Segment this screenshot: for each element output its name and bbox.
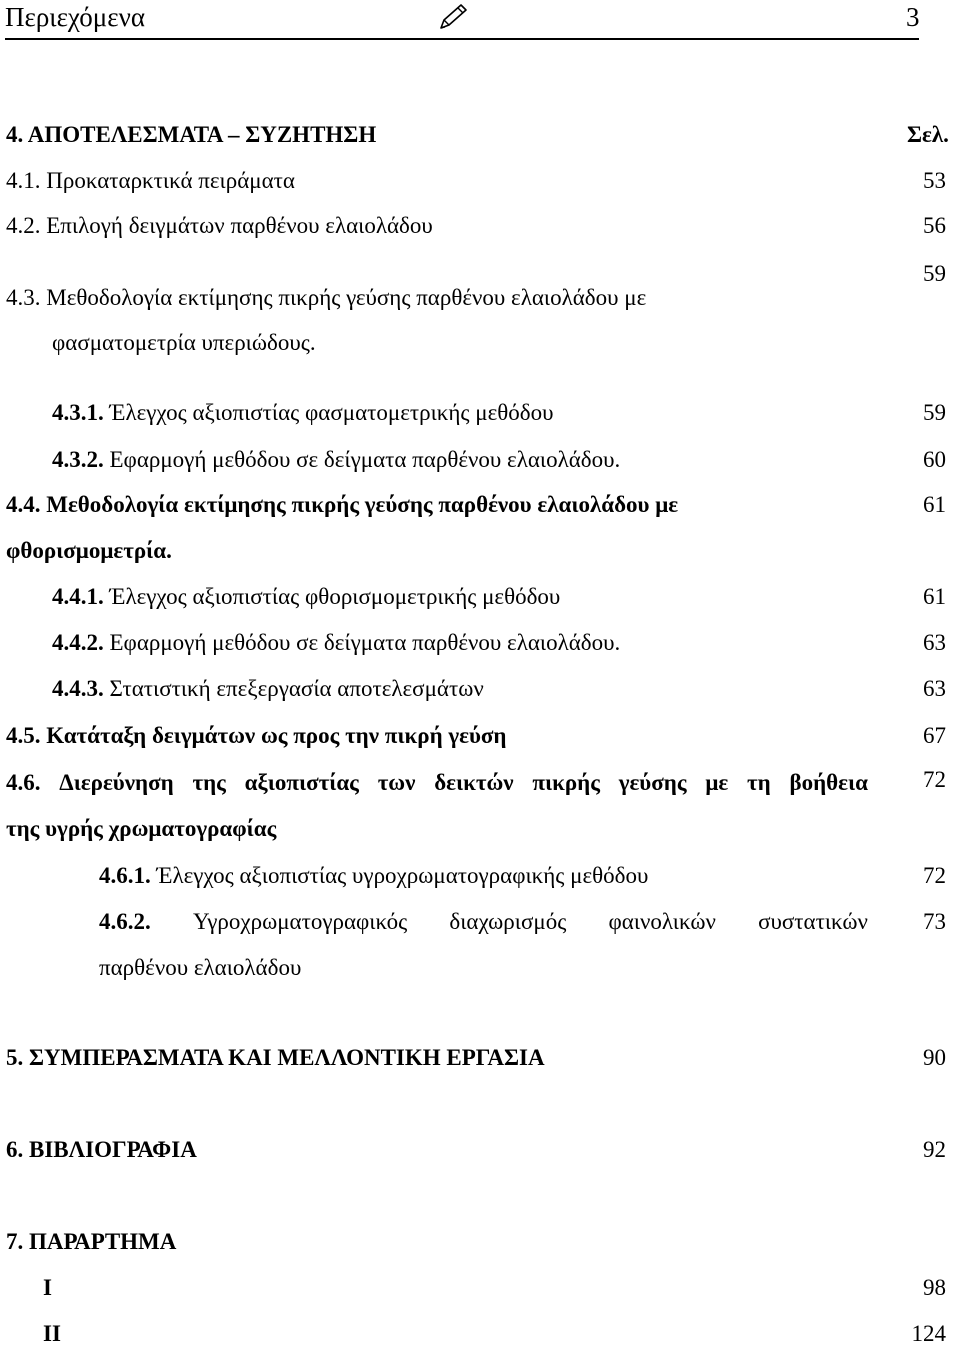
toc-entry-4-6-1 [99,864,648,887]
toc-entry-4-6-2-line1 [99,910,868,933]
toc-chapter-7: 7. ΠΑΡΑΡΤΗΜΑ [6,1229,177,1254]
toc-entry-4-3-2 [52,448,620,471]
toc-word: αξιοπιστίας [244,770,359,795]
toc-text-4-6-1: Έλεγχος αξιοπιστίας υγροχρωματογραφικής μεθόδου [156,863,649,888]
toc-word: με [705,770,729,795]
toc-word: συστατικών [758,909,868,934]
toc-page-4-6: 72 [923,767,946,792]
toc-word: τη [747,770,771,795]
toc-entry-4-4-line2: φθορισμομετρία. [6,538,172,563]
toc-page-4-3-1: 59 [923,400,946,425]
toc-page-appendix-2: 124 [911,1321,946,1346]
toc-word: 4.6. [6,770,41,795]
toc-appendix-1: Ι [43,1275,52,1300]
toc-word: Διερεύνηση [59,770,174,795]
toc-entry-4-4-1 [52,585,560,608]
toc-entry-4-4-line1: 4.4. Μεθοδολογία εκτίμησης πικρής γεύσης παρθένου ελαιολάδου με [6,492,679,517]
toc-word: βοήθεια [789,770,868,795]
toc-number-4-4-2: 4.4.2. [52,630,104,655]
toc-entry-4-3-line1: 4.3. Μεθοδολογία εκτίμησης πικρής γεύσης παρθένου ελαιολάδου με [6,285,647,310]
toc-entry-4-5: 4.5. Κατάταξη δειγμάτων ως προς την πικρή γεύση [6,723,507,748]
toc-word: γεύσης [618,770,687,795]
toc-word: φαινολικών [608,909,716,934]
toc-page-4-2: 56 [923,213,946,238]
toc-entry-4-6-2-line2: παρθένου ελαιολάδου [99,955,302,980]
toc-entry-4-4-3 [52,677,484,700]
toc-text-4-4-3: Στατιστική επεξεργασία αποτελεσμάτων [109,676,484,701]
pencil-icon [437,2,469,32]
toc-word: Υγροχρωματογραφικός [192,909,408,934]
header-page-number: 3 [906,2,920,32]
toc-page-4-1: 53 [923,168,946,193]
toc-entry-4-6-line2: της υγρής χρωματογραφίας [6,816,277,841]
toc-page-4-6-2: 73 [923,909,946,934]
toc-chapter-5: 5. ΣΥΜΠΕΡΑΣΜΑΤΑ ΚΑΙ ΜΕΛΛΟΝΤΙΚΗ ΕΡΓΑΣΙΑ [6,1045,545,1070]
toc-word: δεικτών [434,770,514,795]
toc-entry-4-2: 4.2. Επιλογή δειγμάτων παρθένου ελαιολάδου [6,213,433,238]
toc-page-5: 90 [923,1045,946,1070]
toc-text-4-4-1: Έλεγχος αξιοπιστίας φθορισμομετρικής μεθόδου [109,584,561,609]
header-title: Περιεχόμενα [5,2,145,32]
toc-page-6: 92 [923,1137,946,1162]
toc-page-4-6-1: 72 [923,863,946,888]
toc-page-4-4-2: 63 [923,630,946,655]
toc-entry-4-4-2 [52,631,620,654]
toc-appendix-2: ΙΙ [43,1321,61,1346]
toc-page-4-5: 67 [923,723,946,748]
toc-number-4-3-1: 4.3.1. [52,400,104,425]
toc-page-4-4-1: 61 [923,584,946,609]
toc-number-4-3-2: 4.3.2. [52,447,104,472]
toc-page-4-4: 61 [923,492,946,517]
toc-entry-4-6-line1 [6,771,868,794]
toc-text-4-3-2: Εφαρμογή μεθόδου σε δείγματα παρθένου ελαιολάδου. [109,447,621,472]
toc-page-appendix-1: 98 [923,1275,946,1300]
toc-word: διαχωρισμός [449,909,567,934]
toc-page-4-4-3: 63 [923,676,946,701]
toc-word: των [377,770,416,795]
toc-number-4-4-3: 4.4.3. [52,676,104,701]
toc-entry-4-3-1 [52,401,553,424]
toc-page-4-3: 59 [923,261,946,286]
page-column-header: Σελ. [907,122,949,147]
toc-page-4-3-2: 60 [923,447,946,472]
toc-word: της [192,770,226,795]
toc-text-4-4-2: Εφαρμογή μεθόδου σε δείγματα παρθένου ελαιολάδου. [109,630,621,655]
toc-chapter-6: 6. ΒΙΒΛΙΟΓΡΑΦΙΑ [6,1137,197,1162]
toc-chapter-4: 4. ΑΠΟΤΕΛΕΣΜΑΤΑ – ΣΥΖΗΤΗΣΗ [6,122,377,147]
toc-word: πικρής [532,770,600,795]
header-divider [5,38,919,40]
toc-number-4-6-2: 4.6.2. [99,909,151,934]
toc-entry-4-3-line2: φασματομετρία υπεριώδους. [52,330,316,355]
toc-number-4-6-1: 4.6.1. [99,863,151,888]
toc-number-4-4-1: 4.4.1. [52,584,104,609]
toc-text-4-3-1: Έλεγχος αξιοπιστίας φασματομετρικής μεθόδου [109,400,554,425]
toc-entry-4-1: 4.1. Προκαταρκτικά πειράματα [6,168,295,193]
